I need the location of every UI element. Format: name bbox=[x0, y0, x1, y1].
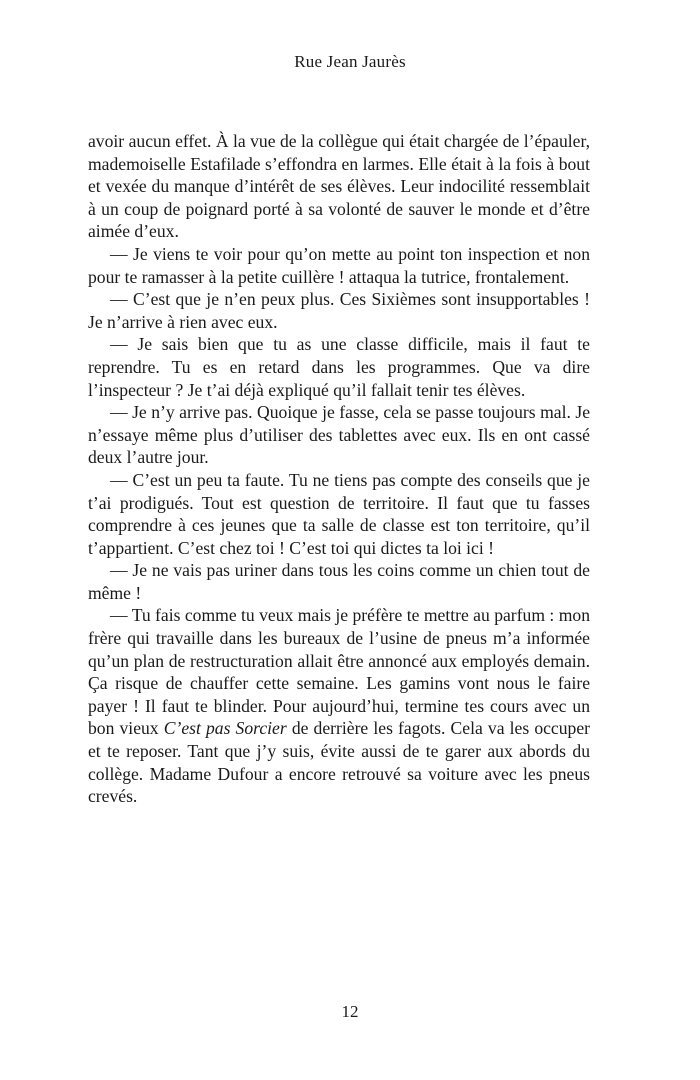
paragraph bbox=[88, 604, 590, 807]
paragraph-text: — Tu fais comme tu veux mais je préfère te mettre au parfum : mon frère qui travaille dans les bureaux de l’usine de pneus m’a informée qu’un plan de restructuration allait être annoncé aux employés demain. Ça risque de chauffer cette semaine. Les gamins vont nous le faire payer ! Il faut te blinder. Pour aujourd’hui, termine tes cours avec un bon vieux bbox=[88, 605, 590, 739]
paragraph-text: — Je n’y arrive pas. Quoique je fasse, cela se passe toujours mal. Je n’essaye même plus d’utiliser des tablettes avec eux. Ils en ont cassé deux l’autre jour. bbox=[88, 402, 590, 468]
paragraph-text: — C’est un peu ta faute. Tu ne tiens pas compte des conseils que je t’ai prodigués. Tout est question de territoire. Il faut que tu fasses comprendre à ces jeunes que ta salle de classe est ton territoire, qu’il t’appartient. C’est chez toi ! C’est toi qui dictes ta loi ici ! bbox=[88, 469, 590, 558]
paragraph-text: — Je ne vais pas uriner dans tous les coins comme un chien tout de même ! bbox=[88, 560, 590, 603]
paragraph bbox=[88, 333, 590, 401]
paragraph bbox=[88, 243, 590, 288]
paragraph bbox=[88, 130, 590, 243]
paragraph-text: — Je viens te voir pour qu’on mette au point ton inspection et non pour te ramasser à la petite cuillère ! attaqua la tutrice, frontalement. bbox=[88, 243, 590, 287]
paragraph-text: avoir aucun effet. À la vue de la collègue qui était chargée de l’épauler, mademoiselle Estafilade s’effondra en larmes. Elle était à la fois à bout et vexée du manque d’intérêt de ses élèves. Leur indocilité ressemblait à un coup de poignard porté à sa volonté de sauver le monde et d’être aimée d’eux. bbox=[88, 131, 590, 242]
running-header: Rue Jean Jaurès bbox=[294, 52, 406, 71]
paragraph bbox=[88, 559, 590, 604]
paragraph bbox=[88, 401, 590, 469]
paragraph-text: — Je sais bien que tu as une classe difficile, mais il faut te reprendre. Tu es en retard dans les programmes. Que va dire l’inspecteur ? Je t’ai déjà expliqué qu’il fallait tenir tes élèves. bbox=[88, 334, 590, 400]
body-text bbox=[88, 130, 590, 808]
paragraph bbox=[88, 288, 590, 333]
paragraph-text-continued: de derrière les fagots. Cela va les occuper et te reposer. Tant que j’y suis, évite aussi de te garer aux abords du collège. Madame Dufour a encore retrouvé sa voiture avec les pneus crevés. bbox=[88, 718, 590, 807]
paragraph-text: — C’est que je n’en peux plus. Ces Sixièmes sont insupportables ! Je n’arrive à rien avec eux. bbox=[88, 289, 590, 332]
paragraph bbox=[88, 469, 590, 559]
page-number: 12 bbox=[341, 1002, 359, 1021]
italic-title: C’est pas Sorcier bbox=[163, 718, 287, 739]
